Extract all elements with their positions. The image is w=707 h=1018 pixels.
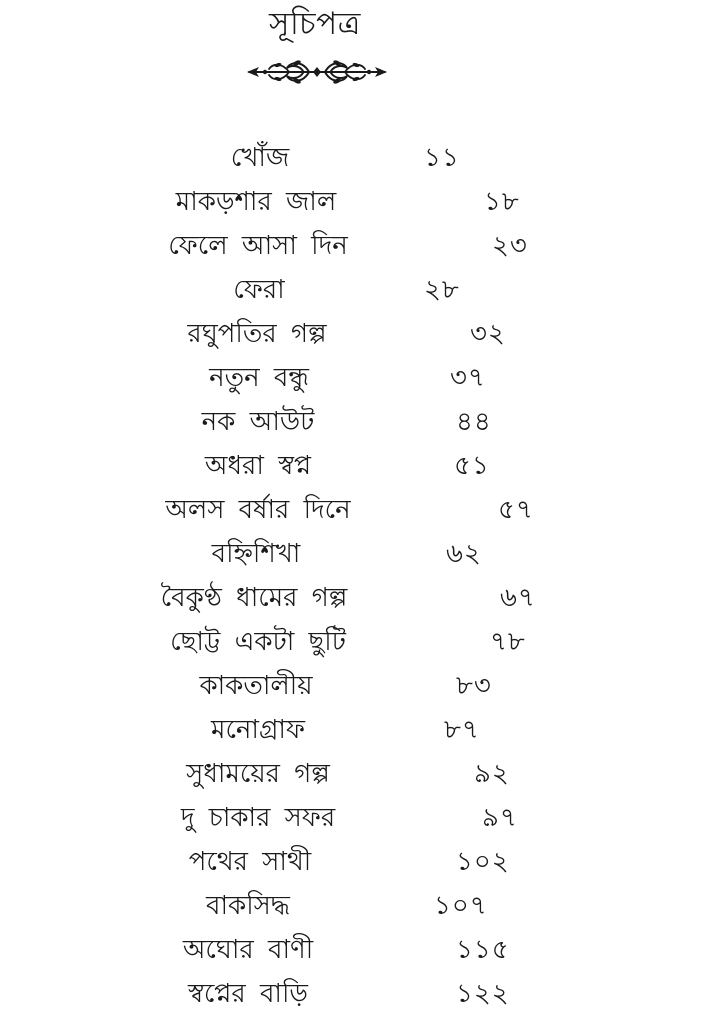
toc-entry — [0, 224, 707, 268]
toc-entry-page: ৫১ — [454, 451, 490, 481]
toc-entry — [0, 136, 707, 180]
toc-entry-title: রঘুপতির গল্প — [187, 319, 327, 349]
toc-entry-page: ৩৭ — [450, 363, 486, 393]
toc-entry-page: ৩২ — [470, 319, 506, 349]
toc-entry — [0, 488, 707, 532]
toc-entry — [0, 972, 707, 1016]
toc-entry — [0, 444, 707, 488]
toc-entry-title: মনোগ্রাফ — [211, 715, 305, 745]
toc-entry — [0, 620, 707, 664]
toc-entry-page: ২৩ — [492, 231, 528, 261]
toc-entry — [0, 312, 707, 356]
toc-entry-title: নতুন বন্ধু — [209, 363, 309, 393]
toc-entry-title: সুধাময়ের গল্প — [186, 759, 330, 789]
toc-entry-title: ছোট্ট একটা ছুটি — [170, 627, 346, 657]
toc-entry — [0, 356, 707, 400]
toc-entry-page: ৫৭ — [498, 495, 534, 525]
toc-entry — [0, 752, 707, 796]
toc-entry-title: বাকসিদ্ধ — [206, 891, 290, 921]
toc-entry-title: পথের সাথী — [188, 847, 312, 877]
toc-entry-page: ৮৭ — [444, 715, 480, 745]
toc-entry — [0, 884, 707, 928]
toc-entry — [0, 928, 707, 972]
toc-entry-page: ১২২ — [456, 979, 510, 1009]
toc-entry-title: নক আউট — [201, 407, 315, 437]
toc-entry-page: ৬২ — [446, 539, 482, 569]
toc-entry-page: ১০৭ — [434, 891, 488, 921]
toc-entry-page: ২৮ — [424, 275, 460, 305]
page-title: সূচিপত্র — [269, 6, 361, 42]
toc-entry — [0, 708, 707, 752]
toc-entry — [0, 268, 707, 312]
toc-entry-title: খোঁজ — [230, 143, 290, 173]
toc-entry-page: ৬৭ — [500, 583, 536, 613]
toc-entry-page: ৯৭ — [482, 803, 518, 833]
toc-entry-title: অলস বর্ষার দিনে — [165, 495, 351, 525]
toc-entry-page: ৪৪ — [456, 407, 492, 437]
toc-entry — [0, 576, 707, 620]
toc-entry-title: দু চাকার সফর — [180, 803, 336, 833]
toc-entry — [0, 664, 707, 708]
toc-entry-title: অঘোর বাণী — [182, 935, 314, 965]
toc-entry-title: স্বপ্নের বাড়ি — [188, 979, 308, 1009]
toc-entry-title: ফেরা — [233, 275, 285, 305]
floral-divider-icon — [245, 57, 389, 87]
toc-entry-page: ১৮ — [484, 187, 520, 217]
toc-entry-title: ফেলে আসা দিন — [168, 231, 348, 261]
toc-entry-title: অধরা স্বপ্ন — [204, 451, 312, 481]
toc-entry-page: ৯২ — [474, 759, 510, 789]
toc-entry-page: ১১ — [424, 143, 460, 173]
toc-entry — [0, 840, 707, 884]
toc-entry-title: মাকড়শার জাল — [175, 187, 337, 217]
toc-entry — [0, 180, 707, 224]
toc-entry-page: ৮৩ — [456, 671, 492, 701]
toc-entry — [0, 796, 707, 840]
toc-entry — [0, 400, 707, 444]
toc-entry-page: ১০২ — [456, 847, 510, 877]
toc-entry-title: কাকতালীয় — [199, 671, 313, 701]
toc-entry-title: বহ্নিশিখা — [211, 539, 301, 569]
toc-entry-page: ৭৮ — [490, 627, 526, 657]
toc-entry-title: বৈকুণ্ঠ ধামের গল্প — [160, 583, 348, 613]
toc-entry-page: ১১৫ — [456, 935, 510, 965]
toc-entry — [0, 532, 707, 576]
